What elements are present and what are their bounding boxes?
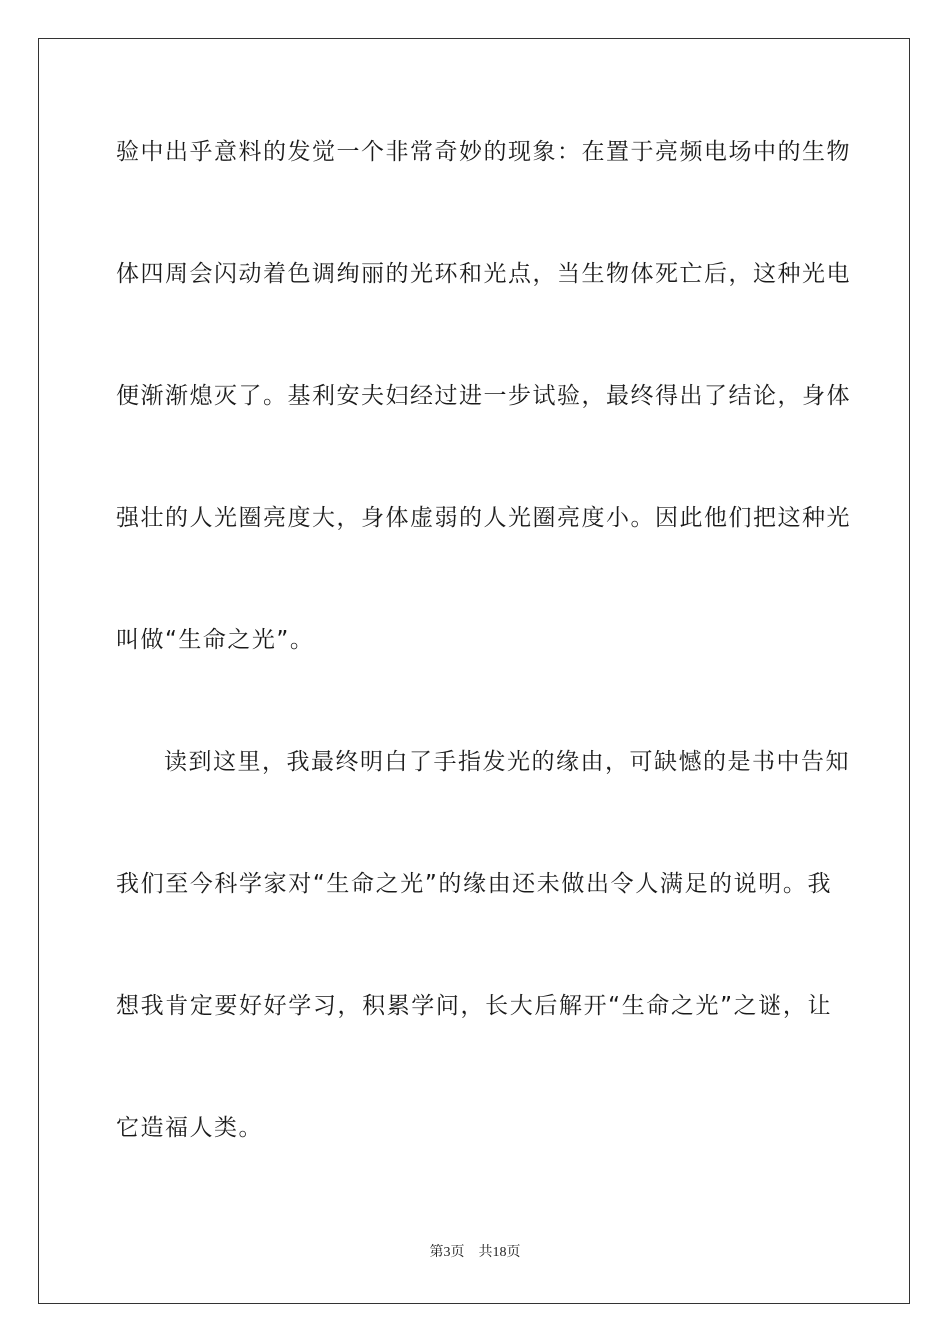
text-line-1: 验中出乎意料的发觉一个非常奇妙的现象：在置于亮频电场中的生物 <box>116 139 851 165</box>
page-total: 共18页 <box>478 1245 521 1260</box>
text-line-9: 它造福人类。 <box>116 1115 263 1141</box>
page-footer <box>0 1244 950 1262</box>
text-line-5: 叫做“生命之光”。 <box>116 627 315 653</box>
text-line-7: 我们至今科学家对“生命之光”的缘由还未做出令人满足的说明。我 <box>116 871 832 897</box>
text-line-4: 强壮的人光圈亮度大，身体虚弱的人光圈亮度小。因此他们把这种光 <box>116 505 851 531</box>
page-number: 第3页 <box>429 1245 465 1260</box>
text-line-8: 想我肯定要好好学习，积累学问，长大后解开“生命之光”之谜，让 <box>116 993 832 1019</box>
text-line-3: 便渐渐熄灭了。基利安夫妇经过进一步试验，最终得出了结论，身体 <box>116 383 851 409</box>
paragraph-start-line: 读到这里，我最终明白了手指发光的缘由，可缺憾的是书中告知 <box>164 749 850 775</box>
text-line-2: 体四周会闪动着色调绚丽的光环和光点，当生物体死亡后，这种光电 <box>116 261 851 287</box>
